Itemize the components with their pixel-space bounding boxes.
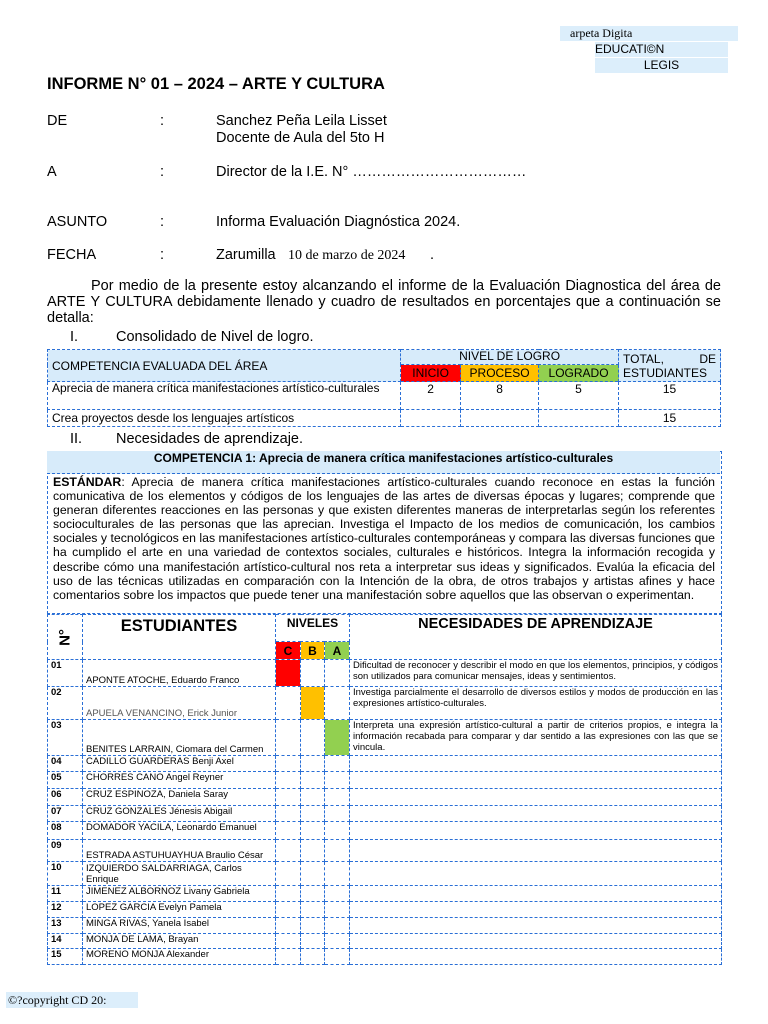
asunto-colon: : — [160, 214, 165, 230]
level-cell-a — [325, 934, 350, 949]
student-row — [48, 660, 722, 687]
report-title: INFORME N° 01 – 2024 – ARTE Y CULTURA — [47, 75, 385, 93]
level-cell-b — [301, 720, 325, 756]
copyright-footer: ©?copyright CD 20: — [6, 992, 138, 1008]
de-value-role: Docente de Aula del 5to H — [216, 130, 385, 146]
competencia-heading: COMPETENCIA 1: Aprecia de manera crítica manifestaciones artístico-culturales — [47, 451, 720, 474]
level-cell-c — [276, 902, 301, 918]
section-2-title: Necesidades de aprendizaje. — [116, 431, 304, 447]
student-row — [48, 840, 722, 862]
student-row — [48, 934, 722, 949]
student-number: 15 — [48, 949, 83, 965]
student-name: DOMADOR YACILA, Leonardo Emanuel — [83, 822, 276, 840]
student-number: 05 — [48, 772, 83, 789]
learning-need — [350, 918, 722, 934]
student-name: MONJA DE LAMA, Brayan — [83, 934, 276, 949]
level-cell-c — [276, 772, 301, 789]
student-name: CRUZ GONZALES Jénesis Abigail — [83, 806, 276, 822]
student-number: 10 — [48, 862, 83, 886]
learning-need — [350, 934, 722, 949]
student-number: 01 — [48, 660, 83, 687]
row-2-competencia: Crea proyectos desde los lenguajes artísticos — [48, 410, 401, 427]
level-cell-c — [276, 934, 301, 949]
student-name: IZQUIERDO SALDARRIAGA, Carlos Enrique — [83, 862, 276, 886]
fecha-dot: . — [430, 247, 435, 263]
col-nivel-header: NIVEL DE LOGRO — [401, 350, 619, 365]
student-name: MINGA RIVAS, Yanela Isabel — [83, 918, 276, 934]
student-name: CHORRES CANO Angel Reyner — [83, 772, 276, 789]
level-cell-b — [301, 840, 325, 862]
level-cell-c — [276, 918, 301, 934]
asunto-label: ASUNTO — [47, 214, 108, 230]
learning-need — [350, 806, 722, 822]
level-cell-a — [325, 756, 350, 772]
level-cell-c — [276, 806, 301, 822]
section-1-title: Consolidado de Nivel de logro. — [116, 329, 314, 345]
row-1-proceso: 8 — [461, 382, 539, 410]
col-b-header: B — [301, 642, 325, 660]
level-cell-c — [276, 720, 301, 756]
level-cell-b — [301, 756, 325, 772]
de-colon: : — [160, 113, 165, 129]
level-cell-b — [301, 886, 325, 902]
level-cell-c — [276, 789, 301, 806]
student-number: 06 — [48, 789, 83, 806]
level-cell-c — [276, 756, 301, 772]
fecha-place: Zarumilla — [216, 247, 276, 263]
level-cell-a — [325, 660, 350, 687]
a-value: Director de la I.E. N° ……………………………… — [216, 164, 527, 180]
level-cell-a — [325, 720, 350, 756]
student-name: ESTRADA ASTUHUAYHUA Braulio César — [83, 840, 276, 862]
level-cell-b — [301, 862, 325, 886]
a-label: A — [47, 164, 57, 180]
student-name: BENITES LARRAIN, Ciomara del Carmen — [83, 720, 276, 756]
row-2-logrado — [539, 410, 619, 427]
learning-need — [350, 902, 722, 918]
student-name: APUELA VENANCINO, Erick Junior — [83, 687, 276, 720]
fecha-date: 10 de marzo de 2024 — [288, 248, 406, 263]
student-row — [48, 806, 722, 822]
estandar-text: : Aprecia de manera crítica manifestaciones artístico-culturales cuando reconoce en estas la función comunicativa de los elementos y códigos de los lenguajes de las artes de diversas épocas y lugares; comprende que generan diferentes reacciones en las personas y que existen diferentes maneras de interpretarlas según los referentes socioculturales de las personas que las aprecian. Investiga el Impacto de los medios de comunicación, los cambios sociales y tecnológicos en las manifestaciones artístico-culturales contemporáneas y compara las diversas funciones que ha cumplido el arte en una variedad de contextos sociales, culturales e históricos. Integra la información recogida y describe cómo una manifestación artístico-cultural nos reta a interpretar sus ideas y significados. Evalúa la eficacia del uso de las técnicas utilizadas en comparación con la Intención de la obra, de otros trabajos y artistas afines y hace comentarios sobre los impactos que puede tener una manifestación sobre aquellos que las observan o experimentan. — [53, 475, 715, 602]
level-cell-b — [301, 789, 325, 806]
student-number: 11 — [48, 886, 83, 902]
row-2-total: 15 — [619, 410, 721, 427]
student-number: 13 — [48, 918, 83, 934]
student-name: CRUZ ESPINOZA, Daniela Saray — [83, 789, 276, 806]
fecha-colon: : — [160, 247, 165, 263]
student-row — [48, 902, 722, 918]
col-proceso-header: PROCESO — [461, 365, 539, 382]
col-a-header: A — [325, 642, 350, 660]
watermark-line-3: LEGIS — [595, 58, 728, 73]
a-colon: : — [160, 164, 165, 180]
level-cell-a — [325, 840, 350, 862]
level-cell-b — [301, 902, 325, 918]
student-rows — [48, 660, 722, 965]
level-cell-c — [276, 840, 301, 862]
col-niveles-header: NIVELES — [276, 615, 350, 642]
student-row — [48, 687, 722, 720]
student-number: 12 — [48, 902, 83, 918]
de-label: DE — [47, 113, 68, 129]
level-cell-a — [325, 949, 350, 965]
learning-need — [350, 840, 722, 862]
level-cell-c — [276, 660, 301, 687]
student-number: 02 — [48, 687, 83, 720]
level-cell-b — [301, 949, 325, 965]
level-cell-c — [276, 822, 301, 840]
learning-need — [350, 862, 722, 886]
student-row — [48, 756, 722, 772]
students-table — [47, 614, 722, 965]
level-cell-b — [301, 687, 325, 720]
row-1-total: 15 — [619, 382, 721, 410]
section-1-number: I. — [70, 329, 79, 345]
student-name: LOPEZ GARCIA Evelyn Pamela — [83, 902, 276, 918]
col-logrado-header: LOGRADO — [539, 365, 619, 382]
de-value-name: Sanchez Peña Leila Lisset — [216, 113, 387, 129]
level-cell-b — [301, 806, 325, 822]
col-competencia-header: COMPETENCIA EVALUADA DEL ÁREA — [48, 350, 401, 382]
level-cell-c — [276, 862, 301, 886]
watermark-line-1: arpeta Digita — [560, 26, 738, 41]
col-necesidades-header: NECESIDADES DE APRENDIZAJE — [350, 615, 722, 660]
student-number: 08 — [48, 822, 83, 840]
col-num-header-text: N° — [56, 628, 74, 646]
row-1-logrado: 5 — [539, 382, 619, 410]
watermark-line-2: EDUCATI©N — [595, 42, 728, 57]
learning-need — [350, 949, 722, 965]
level-cell-a — [325, 862, 350, 886]
student-row — [48, 822, 722, 840]
level-cell-a — [325, 902, 350, 918]
level-cell-b — [301, 934, 325, 949]
level-cell-c — [276, 687, 301, 720]
asunto-value: Informa Evaluación Diagnóstica 2024. — [216, 214, 461, 230]
student-number: 04 — [48, 756, 83, 772]
level-cell-a — [325, 918, 350, 934]
student-row — [48, 918, 722, 934]
learning-need: Investiga parcialmente el desarrollo de diversos estilos y modos de producción en las expresiones artístico-culturales. — [350, 687, 722, 720]
level-cell-b — [301, 822, 325, 840]
level-cell-a — [325, 806, 350, 822]
level-cell-a — [325, 772, 350, 789]
level-cell-b — [301, 772, 325, 789]
level-cell-a — [325, 886, 350, 902]
level-cell-c — [276, 886, 301, 902]
level-cell-a — [325, 687, 350, 720]
consolidado-table — [47, 349, 721, 427]
section-2-number: II. — [70, 431, 83, 447]
level-cell-b — [301, 660, 325, 687]
student-row — [48, 720, 722, 756]
row-2-proceso — [461, 410, 539, 427]
learning-need — [350, 822, 722, 840]
row-1-competencia: Aprecia de manera crítica manifestaciones artístico-culturales — [48, 382, 401, 410]
student-row — [48, 949, 722, 965]
student-number: 14 — [48, 934, 83, 949]
learning-need: Dificultad de reconocer y describir el modo en que los elementos, principios, y códigos son utilizados para comunicar mensajes, ideas y sentimientos. — [350, 660, 722, 687]
level-cell-a — [325, 789, 350, 806]
student-name: MORENO MONJA Alexander — [83, 949, 276, 965]
student-row — [48, 886, 722, 902]
student-row — [48, 862, 722, 886]
col-total-header: TOTAL, DE ESTUDIANTES — [619, 350, 721, 382]
level-cell-c — [276, 949, 301, 965]
col-num-header — [48, 615, 83, 660]
student-number: 09 — [48, 840, 83, 862]
student-number: 03 — [48, 720, 83, 756]
row-2-inicio — [401, 410, 461, 427]
learning-need — [350, 886, 722, 902]
col-c-header: C — [276, 642, 301, 660]
col-estudiantes-header: ESTUDIANTES — [83, 615, 276, 660]
student-row — [48, 789, 722, 806]
level-cell-a — [325, 822, 350, 840]
col-inicio-header: INICIO — [401, 365, 461, 382]
student-row — [48, 772, 722, 789]
intro-paragraph: Por medio de la presente estoy alcanzando el informe de la Evaluación Diagnostica del área de ARTE Y CULTURA debidamente llenado y cuadro de resultados en porcentajes que a continuación se detalla: — [47, 278, 721, 326]
fecha-label: FECHA — [47, 247, 97, 263]
estandar-label: ESTÁNDAR — [53, 475, 122, 489]
learning-need — [350, 772, 722, 789]
learning-need: Interpreta una expresión artístico-cultural a partir de criterios propios, e integra la información recabada para comparar y dar sentido a las expresiones con las que se vincula. — [350, 720, 722, 756]
level-cell-b — [301, 918, 325, 934]
learning-need — [350, 789, 722, 806]
student-name: APONTE ATOCHE, Eduardo Franco — [83, 660, 276, 687]
row-1-inicio: 2 — [401, 382, 461, 410]
learning-need — [350, 756, 722, 772]
student-name: JIMENEZ ALBORNOZ Livany Gabriela — [83, 886, 276, 902]
estandar-paragraph — [53, 475, 715, 602]
student-number: 07 — [48, 806, 83, 822]
student-name: CADILLO GUARDERAS Benji Axel — [83, 756, 276, 772]
